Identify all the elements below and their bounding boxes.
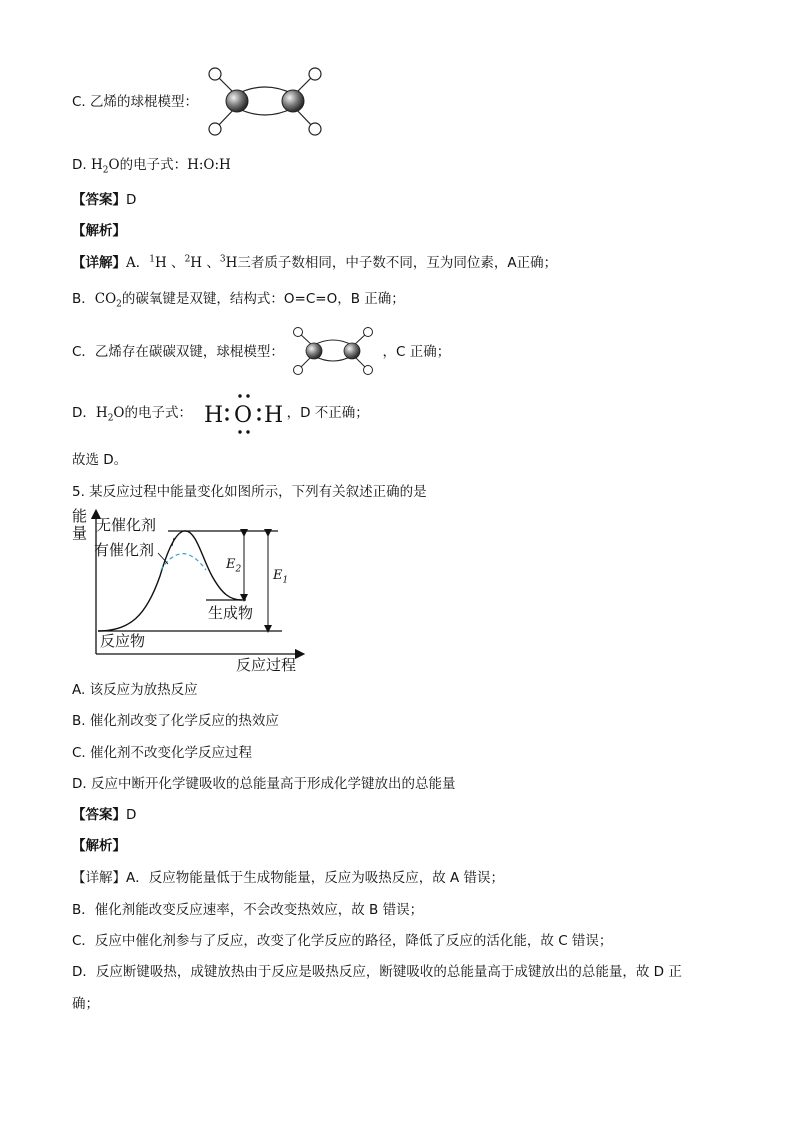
detail-d-text: 的电子式：	[124, 405, 192, 421]
label-e2	[226, 557, 242, 575]
h2o-electron-dot-formula	[202, 392, 288, 440]
q5-option-b	[72, 712, 279, 730]
q5-detail-b-text: B．催化剂能改变反应速率，不会改变热效应，故 B 错误；	[72, 902, 424, 918]
answer-value: D	[126, 192, 137, 208]
option-c-line	[72, 93, 198, 111]
q5-option-d-text: D. 反应中断开化学键吸收的总能量高于形成化学键放出的总能量	[72, 776, 456, 792]
q5-option-d	[72, 775, 455, 793]
e1-sub: 1	[282, 575, 289, 586]
detail-c-post: ，C 正确；	[382, 344, 451, 360]
label-catalyzed: 有催化剂	[94, 541, 155, 559]
detail-b-text: 的碳氧键是双键，结构式：O=C=O，B 正确；	[121, 291, 405, 307]
q5-detail-c	[72, 932, 612, 950]
option-d-text: 的电子式：	[119, 157, 188, 173]
q5-answer-value: D	[126, 807, 137, 823]
q5-detail-d-text: D．反应断键吸热，成键放热由于反应是吸热反应，断键吸收的总能量高于成键放出的总能量，故 D 正	[72, 964, 682, 980]
catalyzed-curve	[161, 554, 206, 570]
label-product: 生成物	[208, 604, 254, 622]
q5-detail-d-cont	[72, 995, 99, 1013]
q5-detail-b	[72, 901, 423, 919]
q5-stem	[72, 483, 427, 501]
label-e1	[273, 568, 289, 586]
q5-detail-c-text: C．反应中催化剂参与了反应，改变了化学反应的路径，降低了反应的活化能，故 C 错误；	[72, 933, 613, 949]
q5-answer	[72, 806, 136, 824]
detail-a-text: 三者质子数相同，中子数不同，互为同位素，A正确；	[237, 255, 558, 271]
ethylene-small-model	[290, 326, 376, 380]
svg-text:H: H	[204, 403, 224, 428]
h2o-formula-2: $H_2O$	[95, 405, 125, 424]
label-reactant: 反应物	[100, 632, 146, 650]
label-uncatalyzed: 无催化剂	[96, 516, 157, 534]
option-d-line	[72, 156, 231, 174]
q5-option-c	[72, 744, 252, 762]
q4-detail-b	[72, 290, 405, 308]
y-axis-label-1: 能	[72, 507, 88, 525]
q5-detail-a	[72, 869, 504, 887]
option-c-text: C. 乙烯的球棍模型：	[72, 94, 199, 110]
option-d-letter: D.	[72, 157, 87, 173]
q5-stem-text: 5. 某反应过程中能量变化如图所示，下列有关叙述正确的是	[72, 484, 427, 500]
energy-diagram	[68, 506, 308, 680]
x-axis-label: 反应过程	[236, 656, 297, 674]
q5-option-a-text: A. 该反应为放热反应	[72, 682, 198, 698]
e1-letter: E	[273, 568, 283, 583]
ethylene-ball-stick-model	[202, 66, 326, 138]
detail-label: 【详解】	[72, 255, 126, 271]
e2-letter: E	[226, 557, 236, 572]
detail-c-text: C．乙烯存在碳碳双键，球棍模型：	[72, 344, 284, 360]
q5-analysis-label	[72, 837, 126, 855]
option-d-formula: H:O:H	[187, 157, 231, 173]
y-axis-label-2: 量	[72, 524, 88, 542]
detail-d-letter: D．	[72, 405, 96, 421]
answer-label: 【答案】	[72, 192, 126, 208]
q5-option-c-text: C. 催化剂不改变化学反应过程	[72, 745, 253, 761]
conclusion-text: 故选 D。	[72, 452, 128, 468]
h2o-formula: $H_2O$	[90, 157, 120, 176]
q5-option-b-text: B. 催化剂改变了化学反应的热效应	[72, 713, 279, 729]
detail-b-letter: B．	[72, 291, 95, 307]
q4-conclusion	[72, 451, 127, 469]
q5-analysis-label-text: 【解析】	[72, 838, 126, 854]
svg-text:O: O	[234, 403, 253, 428]
q4-analysis-label	[72, 222, 126, 240]
co2-formula: $CO_2$	[94, 291, 122, 310]
isotope-list: A．$^1$H 、$^2$H 、$^3$H	[126, 254, 238, 271]
q5-option-a	[72, 681, 198, 699]
y-axis-label	[72, 508, 87, 542]
q5-detail-a-text: 【详解】A．反应物能量低于生成物能量，反应为吸热反应，故 A 错误；	[72, 870, 505, 886]
e2-sub: 2	[235, 564, 242, 575]
analysis-label: 【解析】	[72, 223, 126, 239]
detail-d-post: ，D 不正确；	[286, 405, 369, 421]
q5-detail-d-cont-text: 确；	[72, 996, 99, 1012]
q5-answer-label: 【答案】	[72, 807, 126, 823]
q4-answer	[72, 191, 136, 209]
q4-detail-a	[72, 254, 557, 272]
q4-detail-c	[72, 343, 450, 361]
svg-text:H: H	[264, 403, 284, 428]
q5-detail-d	[72, 963, 682, 981]
